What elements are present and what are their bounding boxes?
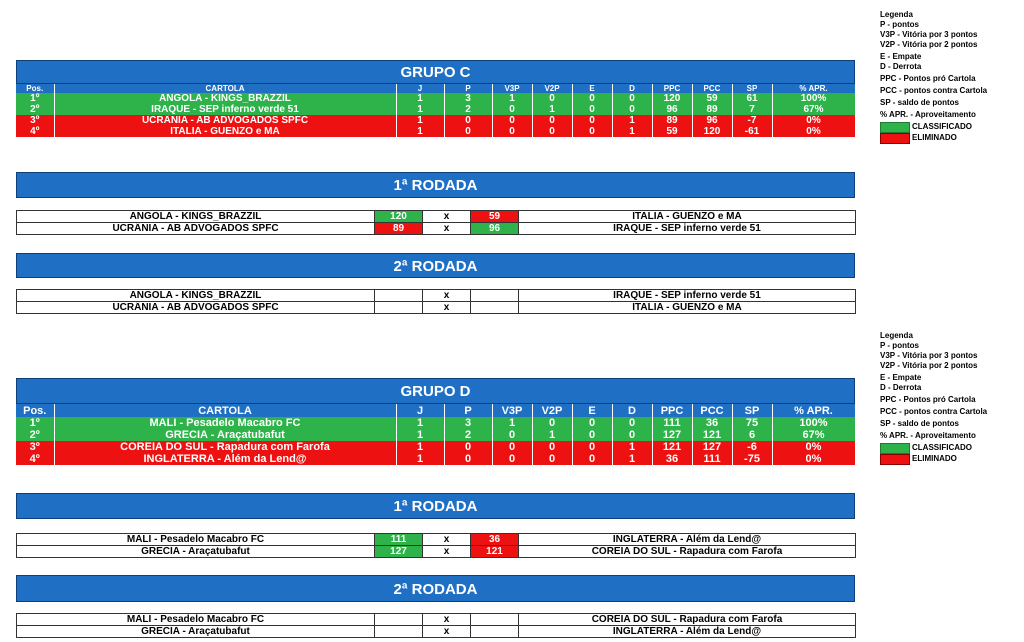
header-points: P bbox=[444, 84, 492, 93]
legend-line: PCC - pontos contra Cartola bbox=[880, 86, 988, 95]
cell-team: ITALIA - GUENZO e MA bbox=[54, 126, 396, 137]
group-d-standings bbox=[16, 404, 856, 465]
cell-losses: 1 bbox=[612, 126, 652, 137]
home-score bbox=[375, 626, 423, 638]
header-pct: % APR. bbox=[772, 84, 855, 93]
cell-point-diff: 75 bbox=[732, 417, 772, 429]
away-team: COREIA DO SUL - Rapadura com Farofa bbox=[519, 614, 856, 626]
cell-points-against: 36 bbox=[692, 417, 732, 429]
versus-mark: x bbox=[423, 223, 471, 235]
cell-point-diff: -75 bbox=[732, 453, 772, 465]
cell-points-for: 111 bbox=[652, 417, 692, 429]
cell-pct: 0% bbox=[772, 441, 855, 453]
group-d-round2-matches bbox=[16, 613, 856, 638]
away-team: ITALIA - GUENZO e MA bbox=[519, 302, 856, 314]
match-row bbox=[17, 302, 856, 314]
cell-team: IRAQUE - SEP inferno verde 51 bbox=[54, 104, 396, 115]
standings-header bbox=[16, 404, 855, 417]
match-row bbox=[17, 290, 856, 302]
cell-games: 1 bbox=[396, 441, 444, 453]
cell-points-for: 36 bbox=[652, 453, 692, 465]
cell-points: 0 bbox=[444, 453, 492, 465]
match-row bbox=[17, 546, 856, 558]
versus-mark: x bbox=[423, 302, 471, 314]
header-pos: Pos. bbox=[16, 404, 54, 417]
cell-games: 1 bbox=[396, 115, 444, 126]
cell-pct: 100% bbox=[772, 93, 855, 104]
cell-pos: 2º bbox=[16, 104, 54, 115]
cell-point-diff: -7 bbox=[732, 115, 772, 126]
header-losses: D bbox=[612, 404, 652, 417]
away-score bbox=[471, 614, 519, 626]
legend-title: Legenda bbox=[880, 331, 913, 340]
cell-games: 1 bbox=[396, 126, 444, 137]
header-wins-3p: V3P bbox=[492, 404, 532, 417]
header-point-diff: SP bbox=[732, 404, 772, 417]
cell-points-against: 111 bbox=[692, 453, 732, 465]
home-score bbox=[375, 614, 423, 626]
cell-draws: 0 bbox=[572, 441, 612, 453]
home-score: 89 bbox=[375, 223, 423, 235]
group-c-standings bbox=[16, 84, 856, 137]
legend-line: V2P - Vitória por 2 pontos bbox=[880, 361, 978, 370]
cell-draws: 0 bbox=[572, 115, 612, 126]
table-row bbox=[16, 429, 855, 441]
cell-losses: 0 bbox=[612, 93, 652, 104]
classified-label: CLASSIFICADO bbox=[912, 443, 972, 452]
cell-points-against: 89 bbox=[692, 104, 732, 115]
cell-games: 1 bbox=[396, 104, 444, 115]
header-point-diff: SP bbox=[732, 84, 772, 93]
legend-line: E - Empate bbox=[880, 373, 922, 382]
away-team: ITALIA - GUENZO e MA bbox=[519, 211, 856, 223]
cell-pos: 4º bbox=[16, 453, 54, 465]
header-points-against: PCC bbox=[692, 404, 732, 417]
cell-team: INGLATERRA - Além da Lend@ bbox=[54, 453, 396, 465]
match-row bbox=[17, 223, 856, 235]
group-c-round2-matches bbox=[16, 289, 856, 314]
match-row bbox=[17, 534, 856, 546]
cell-wins-3p: 0 bbox=[492, 115, 532, 126]
cell-wins-2p: 0 bbox=[532, 417, 572, 429]
match-row bbox=[17, 614, 856, 626]
cell-draws: 0 bbox=[572, 93, 612, 104]
cell-team: GRECIA - Araçatubafut bbox=[54, 429, 396, 441]
cell-point-diff: 61 bbox=[732, 93, 772, 104]
group-c-round1-title: 1ª RODADA bbox=[16, 172, 855, 198]
cell-wins-3p: 0 bbox=[492, 441, 532, 453]
legend-classified bbox=[880, 122, 987, 133]
cell-wins-3p: 1 bbox=[492, 417, 532, 429]
legend-line: V3P - Vitória por 3 pontos bbox=[880, 30, 978, 39]
away-score bbox=[471, 626, 519, 638]
cell-points-for: 96 bbox=[652, 104, 692, 115]
cell-pct: 0% bbox=[772, 126, 855, 137]
home-team: UCRÂNIA - AB ADVOGADOS SPFC bbox=[17, 302, 375, 314]
legend-line: D - Derrota bbox=[880, 383, 922, 392]
versus-mark: x bbox=[423, 534, 471, 546]
home-score bbox=[375, 290, 423, 302]
versus-mark: x bbox=[423, 614, 471, 626]
cell-wins-2p: 0 bbox=[532, 441, 572, 453]
home-team: GRECIA - Araçatubafut bbox=[17, 546, 375, 558]
legend-line: SP - saldo de pontos bbox=[880, 419, 959, 428]
header-games: J bbox=[396, 84, 444, 93]
cell-draws: 0 bbox=[572, 429, 612, 441]
cell-wins-2p: 1 bbox=[532, 104, 572, 115]
header-points-against: PCC bbox=[692, 84, 732, 93]
cell-pos: 4º bbox=[16, 126, 54, 137]
header-wins-3p: V3P bbox=[492, 84, 532, 93]
away-score: 121 bbox=[471, 546, 519, 558]
cell-wins-3p: 0 bbox=[492, 453, 532, 465]
standings-header bbox=[16, 84, 855, 93]
cell-points: 0 bbox=[444, 441, 492, 453]
eliminated-label: ELIMINADO bbox=[912, 454, 957, 463]
table-row bbox=[16, 417, 855, 429]
group-c-title: GRUPO C bbox=[16, 60, 855, 84]
away-team: INGLATERRA - Além da Lend@ bbox=[519, 626, 856, 638]
eliminated-swatch bbox=[880, 133, 910, 144]
classified-swatch bbox=[880, 122, 910, 133]
table-row bbox=[16, 126, 855, 137]
home-team: MALI - Pesadelo Macabro FC bbox=[17, 614, 375, 626]
cell-points-against: 121 bbox=[692, 429, 732, 441]
cell-pct: 0% bbox=[772, 115, 855, 126]
home-team: GRECIA - Araçatubafut bbox=[17, 626, 375, 638]
cell-points: 3 bbox=[444, 93, 492, 104]
versus-mark: x bbox=[423, 626, 471, 638]
cell-wins-2p: 0 bbox=[532, 126, 572, 137]
cell-wins-2p: 0 bbox=[532, 453, 572, 465]
header-team: CARTOLA bbox=[54, 84, 396, 93]
cell-draws: 0 bbox=[572, 126, 612, 137]
cell-pos: 2º bbox=[16, 429, 54, 441]
legend-line: V3P - Vitória por 3 pontos bbox=[880, 351, 978, 360]
legend-line: P - pontos bbox=[880, 341, 919, 350]
versus-mark: x bbox=[423, 546, 471, 558]
cell-wins-3p: 0 bbox=[492, 429, 532, 441]
header-points: P bbox=[444, 404, 492, 417]
classified-swatch bbox=[880, 443, 910, 454]
cell-wins-3p: 0 bbox=[492, 104, 532, 115]
cell-pct: 0% bbox=[772, 453, 855, 465]
home-team: MALI - Pesadelo Macabro FC bbox=[17, 534, 375, 546]
cell-points-for: 121 bbox=[652, 441, 692, 453]
cell-team: UCRÂNIA - AB ADVOGADOS SPFC bbox=[54, 115, 396, 126]
cell-points-against: 59 bbox=[692, 93, 732, 104]
table-row bbox=[16, 115, 855, 126]
away-team: COREIA DO SUL - Rapadura com Farofa bbox=[519, 546, 856, 558]
cell-losses: 0 bbox=[612, 104, 652, 115]
cell-points-against: 96 bbox=[692, 115, 732, 126]
cell-games: 1 bbox=[396, 453, 444, 465]
table-row bbox=[16, 441, 855, 453]
cell-points-against: 127 bbox=[692, 441, 732, 453]
cell-games: 1 bbox=[396, 93, 444, 104]
cell-point-diff: -61 bbox=[732, 126, 772, 137]
versus-mark: x bbox=[423, 290, 471, 302]
cell-pct: 67% bbox=[772, 429, 855, 441]
legend-classified bbox=[880, 443, 987, 454]
legend-eliminated bbox=[880, 454, 987, 465]
legend-line: D - Derrota bbox=[880, 62, 922, 71]
cell-wins-2p: 0 bbox=[532, 115, 572, 126]
header-draws: E bbox=[572, 84, 612, 93]
away-team: INGLATERRA - Além da Lend@ bbox=[519, 534, 856, 546]
eliminated-swatch bbox=[880, 454, 910, 465]
away-score: 36 bbox=[471, 534, 519, 546]
cell-point-diff: -6 bbox=[732, 441, 772, 453]
group-d-round2-title: 2ª RODADA bbox=[16, 575, 855, 602]
cell-point-diff: 6 bbox=[732, 429, 772, 441]
group-d-round1-title: 1ª RODADA bbox=[16, 493, 855, 519]
standings-body bbox=[16, 93, 855, 137]
cell-losses: 1 bbox=[612, 441, 652, 453]
cell-losses: 1 bbox=[612, 453, 652, 465]
cell-losses: 0 bbox=[612, 417, 652, 429]
legend-line: V2P - Vitória por 2 pontos bbox=[880, 40, 978, 49]
standings-body bbox=[16, 417, 855, 465]
versus-mark: x bbox=[423, 211, 471, 223]
eliminated-label: ELIMINADO bbox=[912, 133, 957, 142]
legend-line: % APR. - Aproveitamento bbox=[880, 431, 976, 440]
away-score: 96 bbox=[471, 223, 519, 235]
legend-line: E - Empate bbox=[880, 52, 922, 61]
header-pct: % APR. bbox=[772, 404, 855, 417]
cell-team: ANGOLA - KINGS_BRAZZIL bbox=[54, 93, 396, 104]
cell-pos: 3º bbox=[16, 115, 54, 126]
legend-line: % APR. - Aproveitamento bbox=[880, 110, 976, 119]
cell-wins-3p: 0 bbox=[492, 126, 532, 137]
away-score bbox=[471, 290, 519, 302]
home-team: UCRÂNIA - AB ADVOGADOS SPFC bbox=[17, 223, 375, 235]
group-d-round1-matches bbox=[16, 533, 856, 558]
header-draws: E bbox=[572, 404, 612, 417]
header-points-for: PPC bbox=[652, 84, 692, 93]
cell-losses: 0 bbox=[612, 429, 652, 441]
legend-line: PPC - Pontos pró Cartola bbox=[880, 74, 976, 83]
legend-eliminated bbox=[880, 133, 987, 144]
header-pos: Pos. bbox=[16, 84, 54, 93]
cell-draws: 0 bbox=[572, 104, 612, 115]
cell-wins-2p: 1 bbox=[532, 429, 572, 441]
cell-pos: 1º bbox=[16, 417, 54, 429]
group-c-round1-matches bbox=[16, 210, 856, 235]
table-row bbox=[16, 104, 855, 115]
header-wins-2p: V2P bbox=[532, 404, 572, 417]
cell-games: 1 bbox=[396, 417, 444, 429]
legend-line: PPC - Pontos pró Cartola bbox=[880, 395, 976, 404]
cell-wins-3p: 1 bbox=[492, 93, 532, 104]
cell-points: 0 bbox=[444, 115, 492, 126]
cell-points-for: 89 bbox=[652, 115, 692, 126]
cell-pct: 67% bbox=[772, 104, 855, 115]
header-wins-2p: V2P bbox=[532, 84, 572, 93]
home-score bbox=[375, 302, 423, 314]
cell-team: MALI - Pesadelo Macabro FC bbox=[54, 417, 396, 429]
header-losses: D bbox=[612, 84, 652, 93]
cell-points-for: 59 bbox=[652, 126, 692, 137]
home-score: 111 bbox=[375, 534, 423, 546]
header-team: CARTOLA bbox=[54, 404, 396, 417]
classified-label: CLASSIFICADO bbox=[912, 122, 972, 131]
home-score: 127 bbox=[375, 546, 423, 558]
cell-wins-2p: 0 bbox=[532, 93, 572, 104]
legend-line: PCC - pontos contra Cartola bbox=[880, 407, 988, 416]
legend-panel-2 bbox=[880, 331, 987, 465]
header-points-for: PPC bbox=[652, 404, 692, 417]
cell-points-against: 120 bbox=[692, 126, 732, 137]
cell-losses: 1 bbox=[612, 115, 652, 126]
table-row bbox=[16, 453, 855, 465]
cell-points-for: 120 bbox=[652, 93, 692, 104]
away-team: IRAQUE - SEP inferno verde 51 bbox=[519, 223, 856, 235]
home-team: ANGOLA - KINGS_BRAZZIL bbox=[17, 211, 375, 223]
cell-pos: 3º bbox=[16, 441, 54, 453]
cell-point-diff: 7 bbox=[732, 104, 772, 115]
cell-pos: 1º bbox=[16, 93, 54, 104]
group-d-title: GRUPO D bbox=[16, 378, 855, 404]
cell-draws: 0 bbox=[572, 453, 612, 465]
cell-games: 1 bbox=[396, 429, 444, 441]
cell-points: 2 bbox=[444, 104, 492, 115]
cell-points: 0 bbox=[444, 126, 492, 137]
away-score: 59 bbox=[471, 211, 519, 223]
cell-team: COREIA DO SUL - Rapadura com Farofa bbox=[54, 441, 396, 453]
away-team: IRAQUE - SEP inferno verde 51 bbox=[519, 290, 856, 302]
cell-points: 3 bbox=[444, 417, 492, 429]
cell-draws: 0 bbox=[572, 417, 612, 429]
home-score: 120 bbox=[375, 211, 423, 223]
table-row bbox=[16, 93, 855, 104]
match-row bbox=[17, 626, 856, 638]
legend-panel bbox=[880, 10, 987, 144]
legend-line: SP - saldo de pontos bbox=[880, 98, 959, 107]
cell-points: 2 bbox=[444, 429, 492, 441]
legend-line: P - pontos bbox=[880, 20, 919, 29]
away-score bbox=[471, 302, 519, 314]
legend-title: Legenda bbox=[880, 10, 913, 19]
match-row bbox=[17, 211, 856, 223]
home-team: ANGOLA - KINGS_BRAZZIL bbox=[17, 290, 375, 302]
cell-pct: 100% bbox=[772, 417, 855, 429]
cell-points-for: 127 bbox=[652, 429, 692, 441]
group-c-round2-title: 2ª RODADA bbox=[16, 253, 855, 278]
header-games: J bbox=[396, 404, 444, 417]
